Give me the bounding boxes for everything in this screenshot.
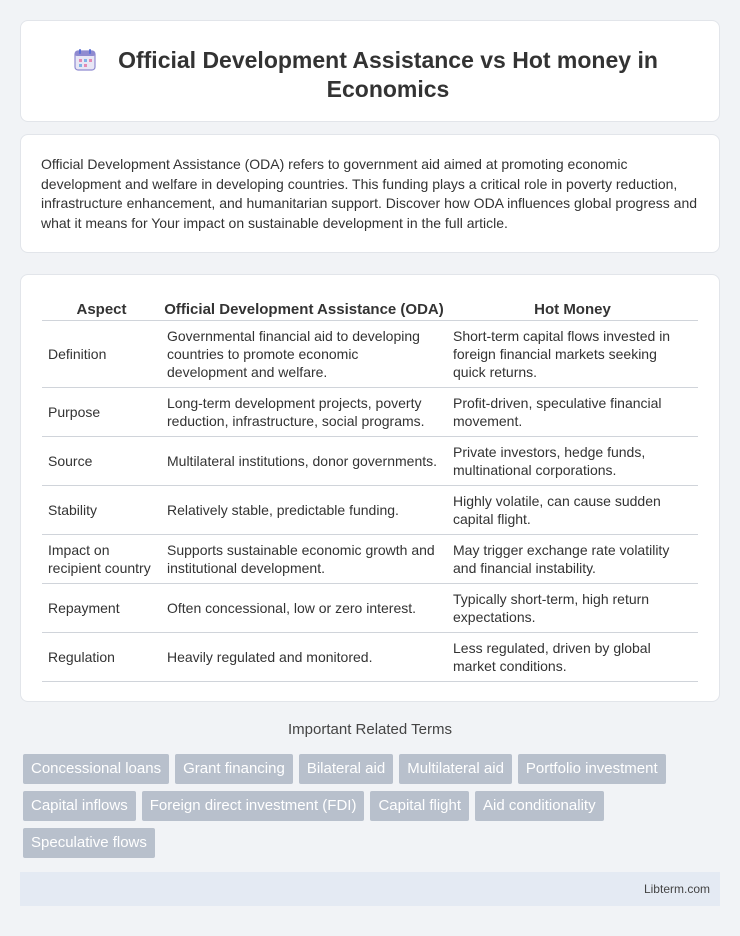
cell-hot-money: Short-term capital flows invested in foreign financial markets seeking quick returns. [447,321,698,388]
related-term-tag[interactable]: Portfolio investment [518,754,666,784]
related-term-tag[interactable]: Grant financing [175,754,293,784]
cell-hot-money: Private investors, hedge funds, multinational corporations. [447,437,698,486]
cell-aspect: Stability [42,486,161,535]
cell-aspect: Regulation [42,633,161,682]
header-hot-money: Hot Money [447,295,698,321]
cell-aspect: Purpose [42,388,161,437]
cell-aspect: Impact on recipient country [42,535,161,584]
table-row [42,584,698,633]
related-term-tag[interactable]: Bilateral aid [299,754,393,784]
footer-brand-link[interactable]: Libterm.com [643,882,710,896]
related-term-tag[interactable]: Concessional loans [23,754,169,784]
table-row [42,535,698,584]
related-term-tag[interactable]: Capital flight [370,791,469,821]
related-term-tag[interactable]: Capital inflows [23,791,136,821]
header-oda: Official Development Assistance (ODA) [161,295,447,321]
table-row [42,321,698,388]
cell-aspect: Source [42,437,161,486]
intro-card [20,134,720,253]
cell-hot-money: Less regulated, driven by global market conditions. [447,633,698,682]
cell-hot-money: Highly volatile, can cause sudden capital flight. [447,486,698,535]
cell-aspect: Repayment [42,584,161,633]
table-row [42,388,698,437]
header-aspect: Aspect [42,295,161,321]
table-header-row [42,295,698,321]
cell-oda: Relatively stable, predictable funding. [161,486,447,535]
cell-oda: Multilateral institutions, donor governments. [161,437,447,486]
intro-text: Official Development Assistance (ODA) refers to government aid aimed at promoting economic development and welfare in developing countries. This funding plays a critical role in poverty reduction, infrastructure enhancement, and humanitarian support. Discover how ODA influences global progress and what it means for Your impact on sustainable development in the full article. [41,156,698,231]
cell-oda: Often concessional, low or zero interest. [161,584,447,633]
related-terms-heading: Important Related Terms [288,721,452,738]
related-terms-list [23,754,723,865]
footer [20,872,720,906]
table-row [42,633,698,682]
cell-aspect: Definition [42,321,161,388]
related-term-tag[interactable]: Aid conditionality [475,791,604,821]
comparison-table [42,295,698,682]
calendar-icon [72,47,98,73]
related-term-tag[interactable]: Multilateral aid [399,754,512,784]
table-row [42,486,698,535]
cell-hot-money: Profit-driven, speculative financial movement. [447,388,698,437]
related-term-tag[interactable]: Foreign direct investment (FDI) [142,791,365,821]
cell-oda: Supports sustainable economic growth and institutional development. [161,535,447,584]
cell-hot-money: May trigger exchange rate volatility and financial instability. [447,535,698,584]
page-title: Official Development Assistance vs Hot money in Economics [118,47,658,102]
cell-oda: Long-term development projects, poverty reduction, infrastructure, social programs. [161,388,447,437]
comparison-card [20,274,720,702]
cell-oda: Heavily regulated and monitored. [161,633,447,682]
related-term-tag[interactable]: Speculative flows [23,828,155,858]
cell-hot-money: Typically short-term, high return expectations. [447,584,698,633]
title-card [20,20,720,122]
cell-oda: Governmental financial aid to developing countries to promote economic development and welfare. [161,321,447,388]
table-row [42,437,698,486]
